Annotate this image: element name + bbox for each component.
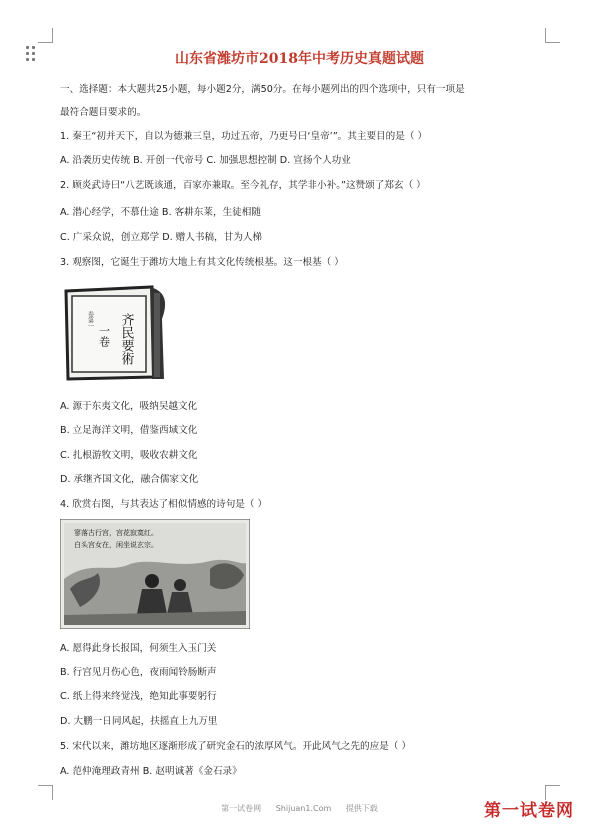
crop-mark-bottom-left bbox=[38, 785, 53, 800]
question-4: 4. 欣赏右图，与其表达了相似情感的诗句是（ ） bbox=[60, 499, 268, 510]
question-3: 3. 观察图，它诞生于潍坊大地上有其文化传统根基。这一根基（ ） bbox=[60, 257, 344, 268]
footer-site-name: 第一试卷网 bbox=[221, 804, 262, 813]
question-3-option-b: B. 立足海洋文明，借鉴西域文化 bbox=[60, 425, 198, 436]
crop-mark-top-right bbox=[545, 28, 560, 43]
section-intro: 一、选择题：本大题共25小题，每小题2分，满50分。在每小题列出的四个选项中，只有一项是 bbox=[60, 84, 465, 95]
poem-line-1: 寥落古行宫，宫花寂寞红。 bbox=[74, 529, 158, 537]
book-volume-text: 一卷 bbox=[97, 325, 111, 347]
question-4-option-b: B. 行宫见月伤心色，夜雨闻铃肠断声 bbox=[60, 667, 217, 678]
question-1: 1. 秦王“初并天下，自以为德兼三皇，功过五帝，乃更号曰‘皇帝’”。其主要目的是（ ） bbox=[60, 131, 428, 142]
brand-watermark: 第一试卷网 bbox=[484, 801, 574, 821]
question-4-option-a: A. 愿得此身长报国，何须生入玉门关 bbox=[60, 643, 217, 654]
book-side-text: 卷第一 bbox=[86, 311, 94, 329]
question-3-option-d: D. 承继齐国文化，融合儒家文化 bbox=[60, 474, 199, 485]
section-intro-cont: 最符合题目要求的。 bbox=[60, 107, 147, 118]
book-scroll-image bbox=[62, 283, 170, 383]
book-title-text: 齐民要術 bbox=[118, 313, 134, 365]
palace-painting-image bbox=[60, 519, 250, 629]
document-title: 山东省潍坊市2018年中考历史真题试题 bbox=[175, 51, 424, 67]
question-5: 5. 宋代以来，潍坊地区逐渐形成了研究金石的浓厚风气。开此风气之先的应是（ ） bbox=[60, 741, 412, 752]
question-3-option-a: A. 源于东夷文化，吸纳吴越文化 bbox=[60, 401, 198, 412]
question-4-option-c: C. 纸上得来终觉浅，绝知此事要躬行 bbox=[60, 691, 217, 702]
question-5-options: A. 范仲淹理政青州 B. 赵明诚著《金石录》 bbox=[60, 766, 242, 777]
question-2-options-cd: C. 广采众说，创立郑学 D. 赠人书稿，甘为人梯 bbox=[60, 232, 263, 243]
footer-download: 提供下载 bbox=[345, 804, 378, 813]
footer-url[interactable]: Shijuan1.Com bbox=[275, 804, 332, 813]
question-3-option-c: C. 扎根游牧文明，吸收农耕文化 bbox=[60, 450, 198, 461]
question-2: 2. 顾炎武诗曰“八艺既该通，百家亦兼取。至今礼存，其学非小补。”这赞颂了郑玄（ ） bbox=[60, 180, 426, 191]
poem-line-2: 白头宫女在，闲坐说玄宗。 bbox=[74, 541, 158, 549]
question-4-option-d: D. 大鹏一日同风起，扶摇直上九万里 bbox=[60, 716, 218, 727]
question-2-options-ab: A. 潜心经学，不慕仕途 B. 客耕东莱，生徒相随 bbox=[60, 207, 261, 218]
crop-mark-top-left bbox=[38, 28, 53, 43]
question-1-options: A. 沿袭历史传统 B. 开创一代帝号 C. 加强思想控制 D. 宣扬个人功业 bbox=[60, 155, 351, 166]
